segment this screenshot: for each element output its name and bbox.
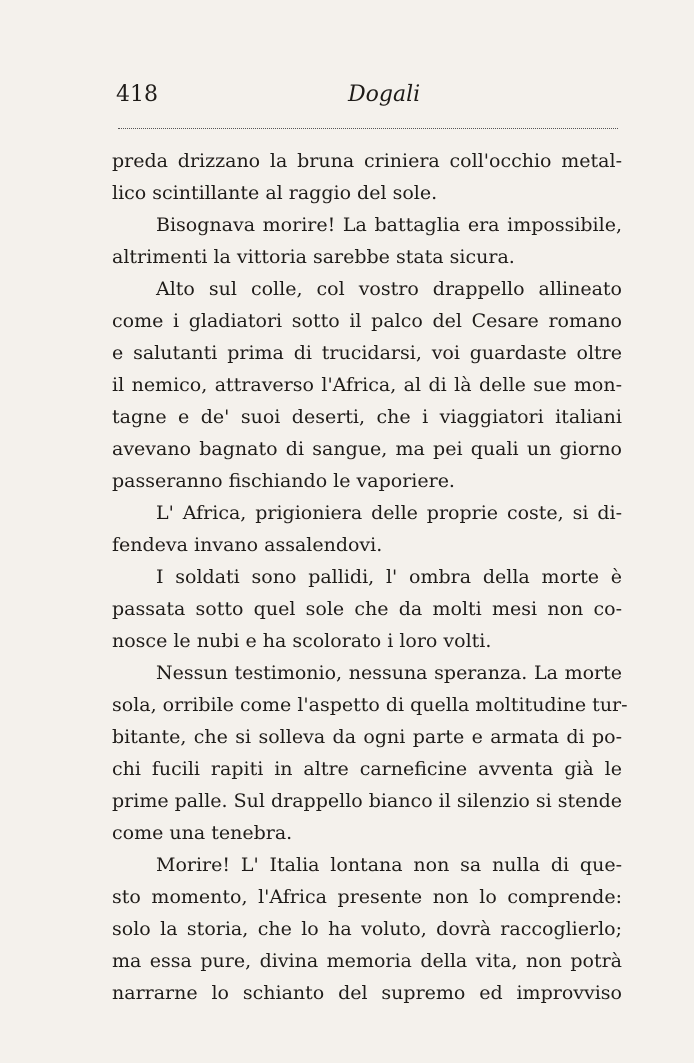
text-line: nosce le nubi e ha scolorato i loro volti. bbox=[112, 630, 492, 652]
page-number: 418 bbox=[116, 82, 158, 107]
text-line: e salutanti prima di trucidarsi, voi guardaste oltre bbox=[112, 342, 622, 364]
text-line: I soldati sono pallidi, l' ombra della morte è bbox=[156, 566, 622, 588]
text-line: narrarne lo schianto del supremo ed improvviso bbox=[112, 982, 622, 1004]
text-line: bitante, che si solleva da ogni parte e armata di po- bbox=[112, 726, 622, 748]
text-line: avevano bagnato di sangue, ma pei quali un giorno bbox=[112, 438, 622, 460]
text-line: Morire! L' Italia lontana non sa nulla di que- bbox=[156, 854, 622, 876]
running-title: Dogali bbox=[348, 82, 421, 107]
header-rule bbox=[118, 128, 618, 129]
text-line: ma essa pure, divina memoria della vita, non potrà bbox=[112, 950, 622, 972]
text-line: chi fucili rapiti in altre carneficine avventa già le bbox=[112, 758, 622, 780]
text-line: come una tenebra. bbox=[112, 822, 293, 844]
text-line: solo la storia, che lo ha voluto, dovrà raccoglierlo; bbox=[112, 918, 622, 940]
text-line: sto momento, l'Africa presente non lo comprende: bbox=[112, 886, 622, 908]
text-line: il nemico, attraverso l'Africa, al di là delle sue mon- bbox=[112, 374, 622, 396]
text-line: Bisognava morire! La battaglia era impossibile, bbox=[156, 214, 622, 236]
text-line: come i gladiatori sotto il palco del Cesare romano bbox=[112, 310, 622, 332]
text-line: passata sotto quel sole che da molti mesi non co- bbox=[112, 598, 622, 620]
text-line: preda drizzano la bruna criniera coll'occhio metal- bbox=[112, 150, 622, 172]
text-line: Nessun testimonio, nessuna speranza. La morte bbox=[156, 662, 622, 684]
text-line: fendeva invano assalendovi. bbox=[112, 534, 383, 556]
text-line: prime palle. Sul drappello bianco il silenzio si stende bbox=[112, 790, 622, 812]
text-line: lico scintillante al raggio del sole. bbox=[112, 182, 438, 204]
text-line: tagne e de' suoi deserti, che i viaggiatori italiani bbox=[112, 406, 622, 428]
text-line: altrimenti la vittoria sarebbe stata sicura. bbox=[112, 246, 515, 268]
text-line: Alto sul colle, col vostro drappello allineato bbox=[156, 278, 622, 300]
text-line: sola, orribile come l'aspetto di quella moltitudine tur- bbox=[112, 694, 628, 716]
text-line: passeranno fischiando le vaporiere. bbox=[112, 470, 455, 492]
body-text bbox=[112, 145, 628, 1009]
page-header bbox=[112, 82, 620, 122]
text-line: L' Africa, prigioniera delle proprie coste, si di- bbox=[156, 502, 622, 524]
